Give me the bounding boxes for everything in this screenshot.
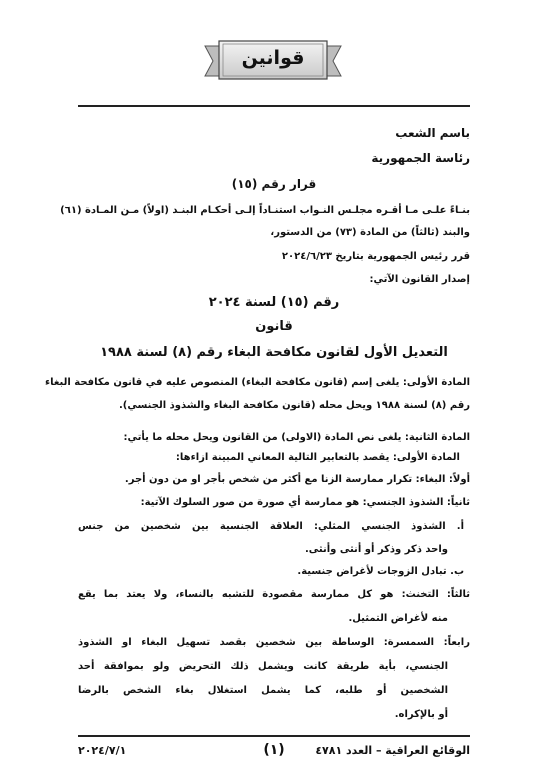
decree-number: قرار رقم (١٥) <box>231 177 317 191</box>
footer-rule <box>78 735 470 737</box>
text-line: الجنسي، بأية طريقة كانت ويشمل ذلك التحريض ولو بموافقة أحد <box>78 661 448 672</box>
text-line: رابعاً: السمسرة: الوساطة بين شخصين بقصد تسهيل البغاء او الشذوذ <box>78 637 470 648</box>
text-line: رقم (٨) لسنة ١٩٨٨ ويحل محله (قانون مكافحة البغاء والشذوذ الجنسي). <box>119 400 470 411</box>
law-label: قانون <box>255 319 293 334</box>
text-line: واحد ذكر وذكر أو أنثى وأنثى. <box>304 544 448 555</box>
text-line: ثانياً: الشذوذ الجنسي: هو ممارسة أي صورة من صور السلوك الآتية: <box>140 497 470 508</box>
text-line: أ. الشذوذ الجنسي المثلي: العلاقة الجنسية بين شخصين من جنس <box>78 521 464 532</box>
text-line: ثالثاً: التخنث: هو كل ممارسة مقصودة للتشبه بالنساء، ولا يعتد بما يقع <box>78 589 470 600</box>
text-line: بنـاءً علـى مـا أقـره مجلـس النـواب استنـاداً إلـى أحكـام البنـد (اولاً) مـن المـادة (٦١) <box>60 205 470 216</box>
text-line: المادة الأولى: يقصد بالتعابير التالية المعاني المبينة ازاءها: <box>175 452 460 463</box>
page-footer <box>78 742 470 762</box>
text-line: إصدار القانون الآتي: <box>369 274 470 285</box>
text-line: المادة الثانية: يلغى نص المادة (الاولى) من القانون ويحل محله ما يأتي: <box>123 432 470 443</box>
gazette-issue: الوقائع العراقية – العدد ٤٧٨١ <box>315 744 470 757</box>
text-line: المادة الأولى: يلغى إسم (قانون مكافحة البغاء) المنصوص عليه في قانون مكافحة البغاء <box>45 377 470 388</box>
page-number: (١) <box>263 742 285 758</box>
text-line: أو بالإكراه. <box>394 709 448 720</box>
text-line: قرر رئيس الجمهورية بتاريخ ٢٠٢٤/٦/٢٣ <box>281 251 470 262</box>
text-line: باسم الشعب <box>395 126 470 140</box>
text-line: رئاسة الجمهورية <box>371 151 470 165</box>
law-title: التعديل الأول لقانون مكافحة البغاء رقم (٨) لسنة ١٩٨٨ <box>100 345 448 360</box>
law-number: رقم (١٥) لسنة ٢٠٢٤ <box>208 295 340 310</box>
section-banner <box>0 38 546 84</box>
text-line: أولاً: البغاء: تكرار ممارسة الزنا مع أكثر من شخص بأجر او من دون أجر. <box>124 474 470 485</box>
text-line: منه لأغراض التمثيل. <box>348 613 448 624</box>
text-line: ب. تبادل الزوجات لأغراض جنسية. <box>297 566 464 577</box>
text-line: الشخصين أو طلبه، كما يشمل استغلال بغاء الشخص بالرضا <box>78 685 448 696</box>
banner-title: قوانين <box>241 47 305 69</box>
header-rule <box>78 105 470 107</box>
text-line: والبند (ثالثاً) من المادة (٧٣) من الدستور، <box>270 227 470 238</box>
issue-date: ٢٠٢٤/٧/١ <box>78 744 127 757</box>
